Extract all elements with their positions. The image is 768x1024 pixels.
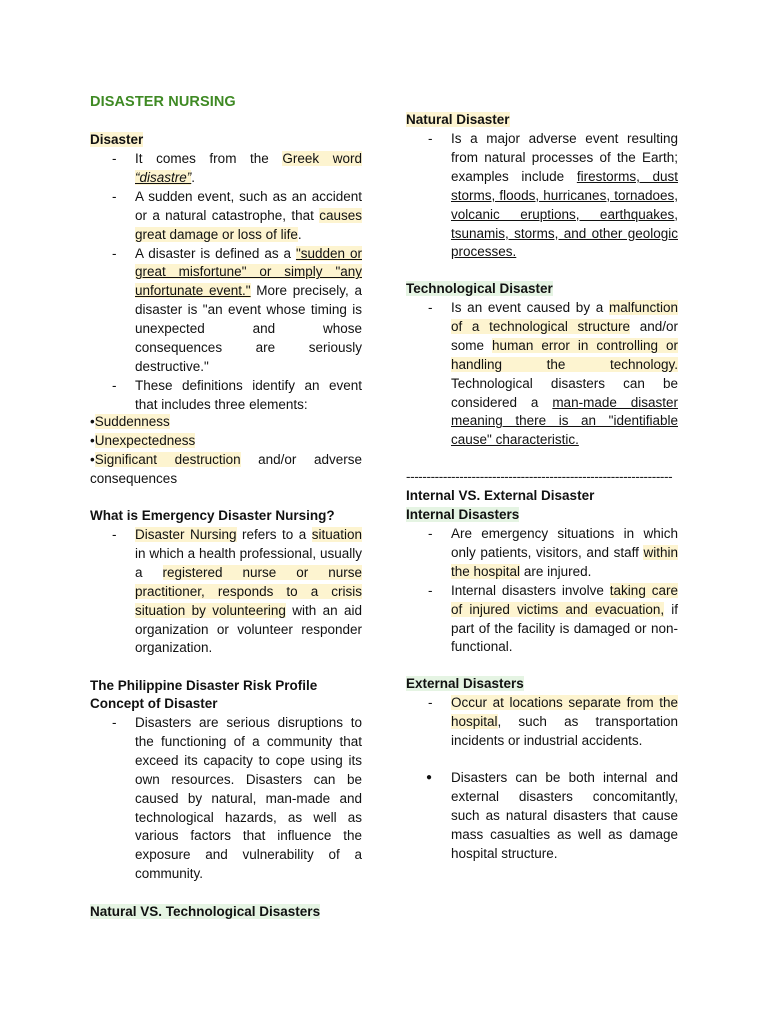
elements-list	[90, 413, 362, 489]
list-item: - Is a major adverse event resulting from natural processes of the Earth; examples include firestorms, dust storms, floods, hurricanes, tornadoes, volcanic eruptions, earthquakes, tsunamis, storms, and other geologic processes.	[406, 130, 678, 262]
list-item: - Is an event caused by a malfunction of a technological structure and/or some human error in controlling or handling the technology. Technological disasters can be considered a man-made disaster meaning there is an "identifiable cause" characteristic.	[406, 299, 678, 450]
concept-heading: Concept of Disaster	[90, 696, 218, 711]
external-disasters-list	[406, 694, 678, 751]
document-title: DISASTER NURSING	[90, 94, 236, 110]
concomitant-note-list	[406, 769, 678, 864]
element-unexpectedness: •Unexpectedness	[90, 432, 196, 448]
natural-vs-technological-heading: Natural VS. Technological Disasters	[90, 904, 321, 919]
list-item: - These definitions identify an event that includes three elements:	[90, 377, 362, 415]
list-item: - Disasters are serious disruptions to the functioning of a community that exceed its capacity to cope using its own resources. Disasters can be caused by natural, man-made and technological hazards, as well as various factors that influence the exposure and vulnerability of a community.	[90, 714, 362, 884]
list-item: - It comes from the Greek word “disastre”.	[90, 150, 362, 188]
concept-list	[90, 714, 362, 884]
element-destruction: •Significant destruction and/or adverse consequences	[90, 451, 363, 486]
emergency-nursing-list	[90, 526, 362, 658]
list-item: - Internal disasters involve taking care of injured victims and evacuation, if part of the facility is damaged or non-functional.	[406, 582, 678, 658]
disaster-definition-list	[90, 150, 362, 415]
risk-profile-heading: The Philippine Disaster Risk Profile	[90, 678, 318, 693]
emergency-nursing-heading: What is Emergency Disaster Nursing?	[90, 508, 335, 523]
disaster-heading: Disaster	[90, 132, 144, 147]
list-item: - A sudden event, such as an accident or a natural catastrophe, that causes great damage or loss of life.	[90, 188, 362, 245]
internal-vs-external-heading: Internal VS. External Disaster	[406, 488, 595, 503]
internal-disasters-heading: Internal Disasters	[406, 507, 520, 522]
divider-rule: -----------------------------------------------------------------	[406, 469, 673, 484]
list-item: - Occur at locations separate from the hospital, such as transportation incidents or industrial accidents.	[406, 694, 678, 751]
internal-disasters-list	[406, 525, 678, 657]
element-suddenness: •Suddenness	[90, 414, 170, 429]
technological-disaster-heading: Technological Disaster	[406, 281, 553, 296]
technological-disaster-list	[406, 299, 678, 450]
list-item: - Disaster Nursing refers to a situation in which a health professional, usually a registered nurse or nurse practitioner, responds to a crisis situation by volunteering with an aid organization or volunteer responder organization.	[90, 526, 362, 658]
natural-disaster-list	[406, 130, 678, 262]
list-item: ● Disasters can be both internal and external disasters concomitantly, such as natural disasters that cause mass casualties as well as damage hospital structure.	[406, 769, 678, 864]
list-item: - Are emergency situations in which only patients, visitors, and staff within the hospital are injured.	[406, 525, 678, 582]
external-disasters-heading: External Disasters	[406, 676, 524, 691]
list-item: - A disaster is defined as a "sudden or great misfortune" or simply "any unfortunate event." More precisely, a disaster is "an event whose timing is unexpected and whose consequences are seriously destructive."	[90, 245, 362, 377]
natural-disaster-heading: Natural Disaster	[406, 112, 510, 127]
